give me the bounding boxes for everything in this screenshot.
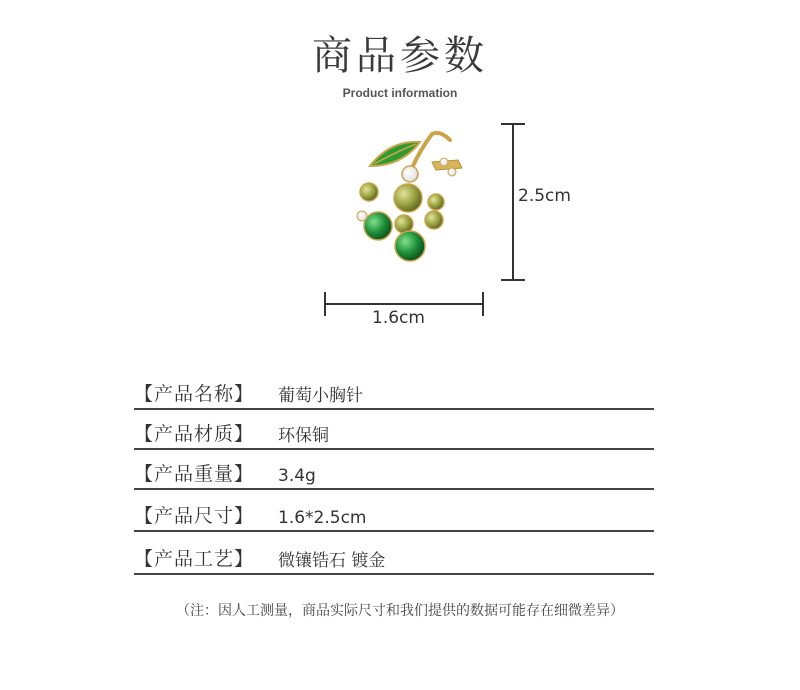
spec-row-craft	[134, 543, 654, 575]
spec-value: 1.6*2.5cm	[278, 508, 367, 528]
height-dimension-cap-top	[501, 123, 525, 125]
width-dimension-line	[324, 303, 484, 305]
spec-value: 微镶锆石 镀金	[278, 551, 386, 571]
spec-label: 【产品尺寸】	[134, 505, 255, 527]
spec-value: 环保铜	[278, 426, 329, 446]
grape-brooch-image	[340, 120, 480, 280]
spec-value: 3.4g	[278, 466, 316, 486]
height-dimension-cap-bottom	[501, 279, 525, 281]
spec-label: 【产品名称】	[134, 383, 255, 405]
spec-row-material	[134, 418, 654, 450]
measurement-note: （注：因人工测量，商品实际尺寸和我们提供的数据可能存在细微差异）	[176, 603, 624, 619]
spec-row-weight	[134, 458, 654, 490]
spec-label: 【产品材质】	[134, 423, 255, 445]
spec-value: 葡萄小胸针	[278, 386, 363, 406]
spec-label: 【产品重量】	[134, 463, 255, 485]
width-dimension-cap-right	[482, 292, 484, 316]
page-title: 商品参数	[312, 33, 488, 79]
spec-row-name	[134, 378, 654, 410]
width-dimension-label: 1.6cm	[372, 308, 425, 328]
page-subtitle: Product information	[342, 86, 458, 100]
spec-label: 【产品工艺】	[134, 548, 255, 570]
spec-row-size	[134, 500, 654, 532]
width-dimension-cap-left	[324, 292, 326, 316]
height-dimension-line	[512, 124, 514, 280]
height-dimension-label: 2.5cm	[518, 186, 571, 206]
